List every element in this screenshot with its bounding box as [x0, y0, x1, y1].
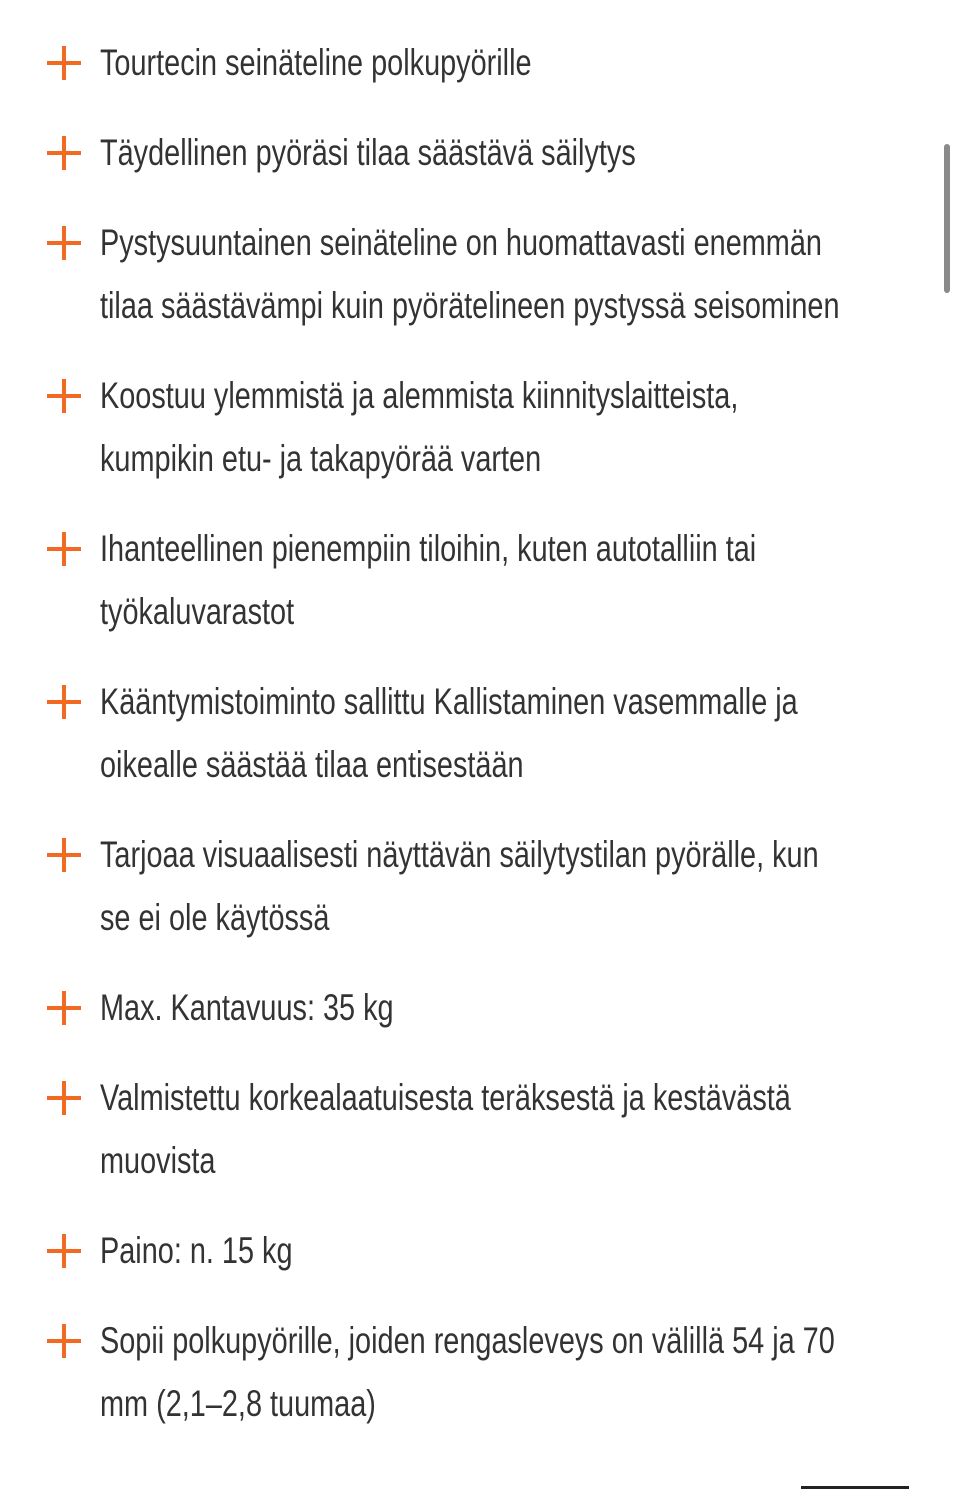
feature-text-line — [100, 427, 960, 490]
feature-item — [0, 670, 960, 796]
feature-text: Ihanteellinen pienempiin tiloihin, kuten autotalliin tai — [100, 528, 757, 569]
feature-text-line — [100, 886, 960, 949]
feature-text: Tarjoaa visuaalisesti näyttävän säilytystilan pyörälle, kun — [100, 834, 819, 875]
plus-icon — [47, 379, 81, 413]
feature-text: Max. Kantavuus: 35 kg — [100, 987, 394, 1028]
feature-text-line — [100, 121, 960, 184]
feature-item — [0, 31, 960, 94]
plus-icon — [47, 136, 81, 170]
feature-text-line — [100, 274, 960, 337]
divider — [801, 1486, 909, 1489]
feature-text: työkaluvarastot — [100, 591, 295, 632]
plus-icon — [47, 991, 81, 1025]
feature-text: kumpikin etu- ja takapyörää varten — [100, 438, 542, 479]
feature-text: Koostuu ylemmistä ja alemmista kiinnityslaitteista, — [100, 375, 739, 416]
feature-text: oikealle säästää tilaa entisestään — [100, 744, 524, 785]
feature-item — [0, 517, 960, 643]
feature-text: Paino: n. 15 kg — [100, 1230, 293, 1271]
feature-text-line — [100, 580, 960, 643]
feature-text-line — [100, 1372, 960, 1435]
feature-item — [0, 364, 960, 490]
feature-text: tilaa säästävämpi kuin pyörätelineen pystyssä seisominen — [100, 285, 840, 326]
feature-item — [0, 1066, 960, 1192]
plus-icon — [47, 685, 81, 719]
feature-item — [0, 1309, 960, 1435]
feature-text-line — [100, 364, 960, 427]
feature-item — [0, 121, 960, 184]
feature-text: se ei ole käytössä — [100, 897, 330, 938]
feature-text-line — [100, 976, 960, 1039]
feature-item — [0, 1219, 960, 1282]
plus-icon — [47, 46, 81, 80]
feature-text-line — [100, 1066, 960, 1129]
feature-text: Kääntymistoiminto sallittu Kallistaminen vasemmalle ja — [100, 681, 798, 722]
feature-text: Pystysuuntainen seinäteline on huomattavasti enemmän — [100, 222, 822, 263]
plus-icon — [47, 532, 81, 566]
feature-text: Tourtecin seinäteline polkupyörille — [100, 42, 532, 83]
scrollbar[interactable] — [944, 144, 950, 293]
feature-text: Sopii polkupyörille, joiden rengasleveys on välillä 54 ja 70 — [100, 1320, 835, 1361]
feature-text-line — [100, 517, 960, 580]
feature-text-line — [100, 1219, 960, 1282]
feature-text-line — [100, 823, 960, 886]
feature-text: muovista — [100, 1140, 216, 1181]
plus-icon — [47, 838, 81, 872]
feature-item — [0, 211, 960, 337]
plus-icon — [47, 1234, 81, 1268]
feature-text: Valmistettu korkealaatuisesta teräksestä ja kestävästä — [100, 1077, 791, 1118]
plus-icon — [47, 1324, 81, 1358]
feature-text-line — [100, 733, 960, 796]
feature-text: Täydellinen pyöräsi tilaa säästävä säilytys — [100, 132, 636, 173]
feature-item — [0, 976, 960, 1039]
feature-text-line — [100, 31, 960, 94]
feature-text-line — [100, 1309, 960, 1372]
plus-icon — [47, 226, 81, 260]
feature-text-line — [100, 670, 960, 733]
plus-icon — [47, 1081, 81, 1115]
feature-text: mm (2,1–2,8 tuumaa) — [100, 1383, 376, 1424]
feature-text-line — [100, 1129, 960, 1192]
feature-text-line — [100, 211, 960, 274]
feature-item — [0, 823, 960, 949]
